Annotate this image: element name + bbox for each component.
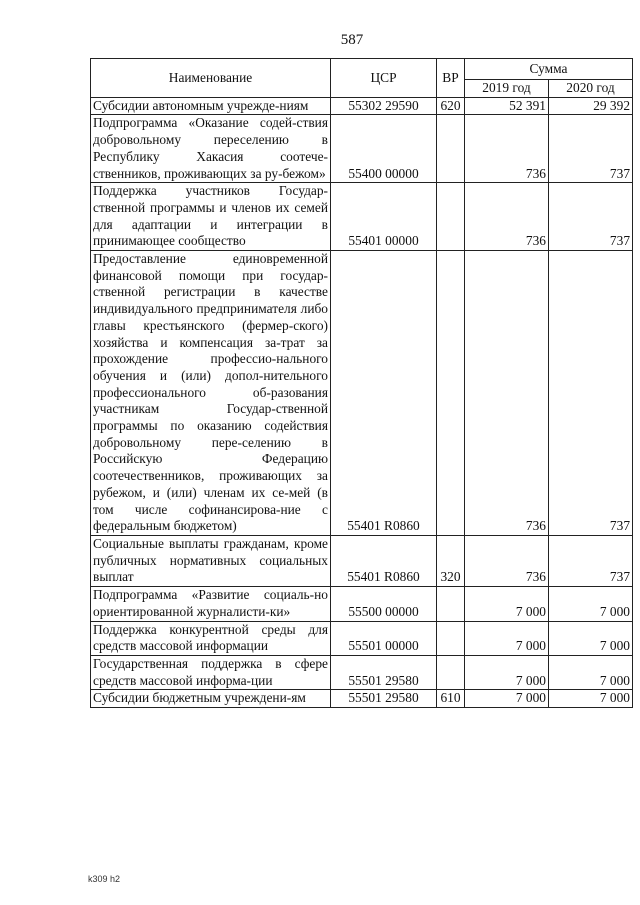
row-csr: 55501 29580: [331, 690, 437, 708]
table-row: [91, 183, 633, 251]
table-row: [91, 690, 633, 708]
row-vr: [437, 115, 465, 183]
row-sum-2019: 736: [465, 251, 549, 536]
header-csr: ЦСР: [331, 59, 437, 98]
row-sum-2020: 7 000: [549, 690, 633, 708]
table-row: [91, 115, 633, 183]
row-vr: 320: [437, 535, 465, 586]
row-name: Подпрограмма «Развитие социаль-но ориентированной журналисти-ки»: [91, 587, 331, 621]
budget-table: [90, 58, 633, 708]
row-name: Предоставление единовременной финансовой помощи при государ-ственной регистрации в качестве индивидуального предпринимателя либо главы крестьянского (фермер-ского) хозяйства и компенсация за-трат за прохождение профессио-нального обучения и (или) допол-нительного профессионального об-разования участникам Государ-ственной программы по оказанию содействия добровольному пере-селению в Российскую Федерацию соотечественников, проживающих за рубежом, и (или) членам их се-мей (в том числе софинансирова-ние с федеральным бюджетом): [91, 251, 331, 536]
row-name: Поддержка конкурентной среды для средств массовой информации: [91, 621, 331, 655]
row-sum-2019: 7 000: [465, 690, 549, 708]
row-vr: [437, 183, 465, 251]
row-sum-2019: 736: [465, 183, 549, 251]
page-number: 587: [340, 32, 364, 48]
row-vr: [437, 621, 465, 655]
row-name: Подпрограмма «Оказание содей-ствия добровольному переселению в Республику Хакасия соотече-ственников, проживающих за ру-бежом»: [91, 115, 331, 183]
row-sum-2019: 736: [465, 535, 549, 586]
row-sum-2019: 52 391: [465, 97, 549, 115]
row-sum-2019: 736: [465, 115, 549, 183]
row-csr: 55501 29580: [331, 655, 437, 689]
row-csr: 55501 00000: [331, 621, 437, 655]
table-row: [91, 621, 633, 655]
row-name: Субсидии автономным учрежде-ниям: [91, 97, 331, 115]
row-name: Субсидии бюджетным учреждени-ям: [91, 690, 331, 708]
row-vr: [437, 587, 465, 621]
table-row: [91, 587, 633, 621]
table-row: [91, 97, 633, 115]
row-csr: 55401 00000: [331, 183, 437, 251]
row-sum-2020: 29 392: [549, 97, 633, 115]
row-vr: [437, 251, 465, 536]
table-row: [91, 535, 633, 586]
header-year-2020: 2020 год: [549, 80, 633, 98]
row-sum-2019: 7 000: [465, 655, 549, 689]
header-sum: Сумма: [465, 59, 633, 80]
row-sum-2020: 7 000: [549, 655, 633, 689]
row-sum-2020: 737: [549, 251, 633, 536]
row-sum-2020: 7 000: [549, 587, 633, 621]
table-row: [91, 251, 633, 536]
row-sum-2020: 737: [549, 535, 633, 586]
row-sum-2019: 7 000: [465, 621, 549, 655]
row-vr: 620: [437, 97, 465, 115]
row-csr: 55500 00000: [331, 587, 437, 621]
table-row: [91, 655, 633, 689]
row-name: Поддержка участников Государ-ственной программы и членов их семей для адаптации и интеграции в принимающее сообщество: [91, 183, 331, 251]
row-sum-2020: 737: [549, 115, 633, 183]
row-sum-2019: 7 000: [465, 587, 549, 621]
row-csr: 55401 R0860: [331, 535, 437, 586]
footer-document-code: k309 h2: [88, 874, 121, 884]
row-name: Социальные выплаты гражданам, кроме публичных нормативных социальных выплат: [91, 535, 331, 586]
header-vr: ВР: [437, 59, 465, 98]
row-name: Государственная поддержка в сфере средств массовой информа-ции: [91, 655, 331, 689]
row-csr: 55302 29590: [331, 97, 437, 115]
row-vr: 610: [437, 690, 465, 708]
row-sum-2020: 7 000: [549, 621, 633, 655]
row-csr: 55401 R0860: [331, 251, 437, 536]
row-vr: [437, 655, 465, 689]
header-name: Наименование: [91, 59, 331, 98]
header-year-2019: 2019 год: [465, 80, 549, 98]
row-csr: 55400 00000: [331, 115, 437, 183]
row-sum-2020: 737: [549, 183, 633, 251]
